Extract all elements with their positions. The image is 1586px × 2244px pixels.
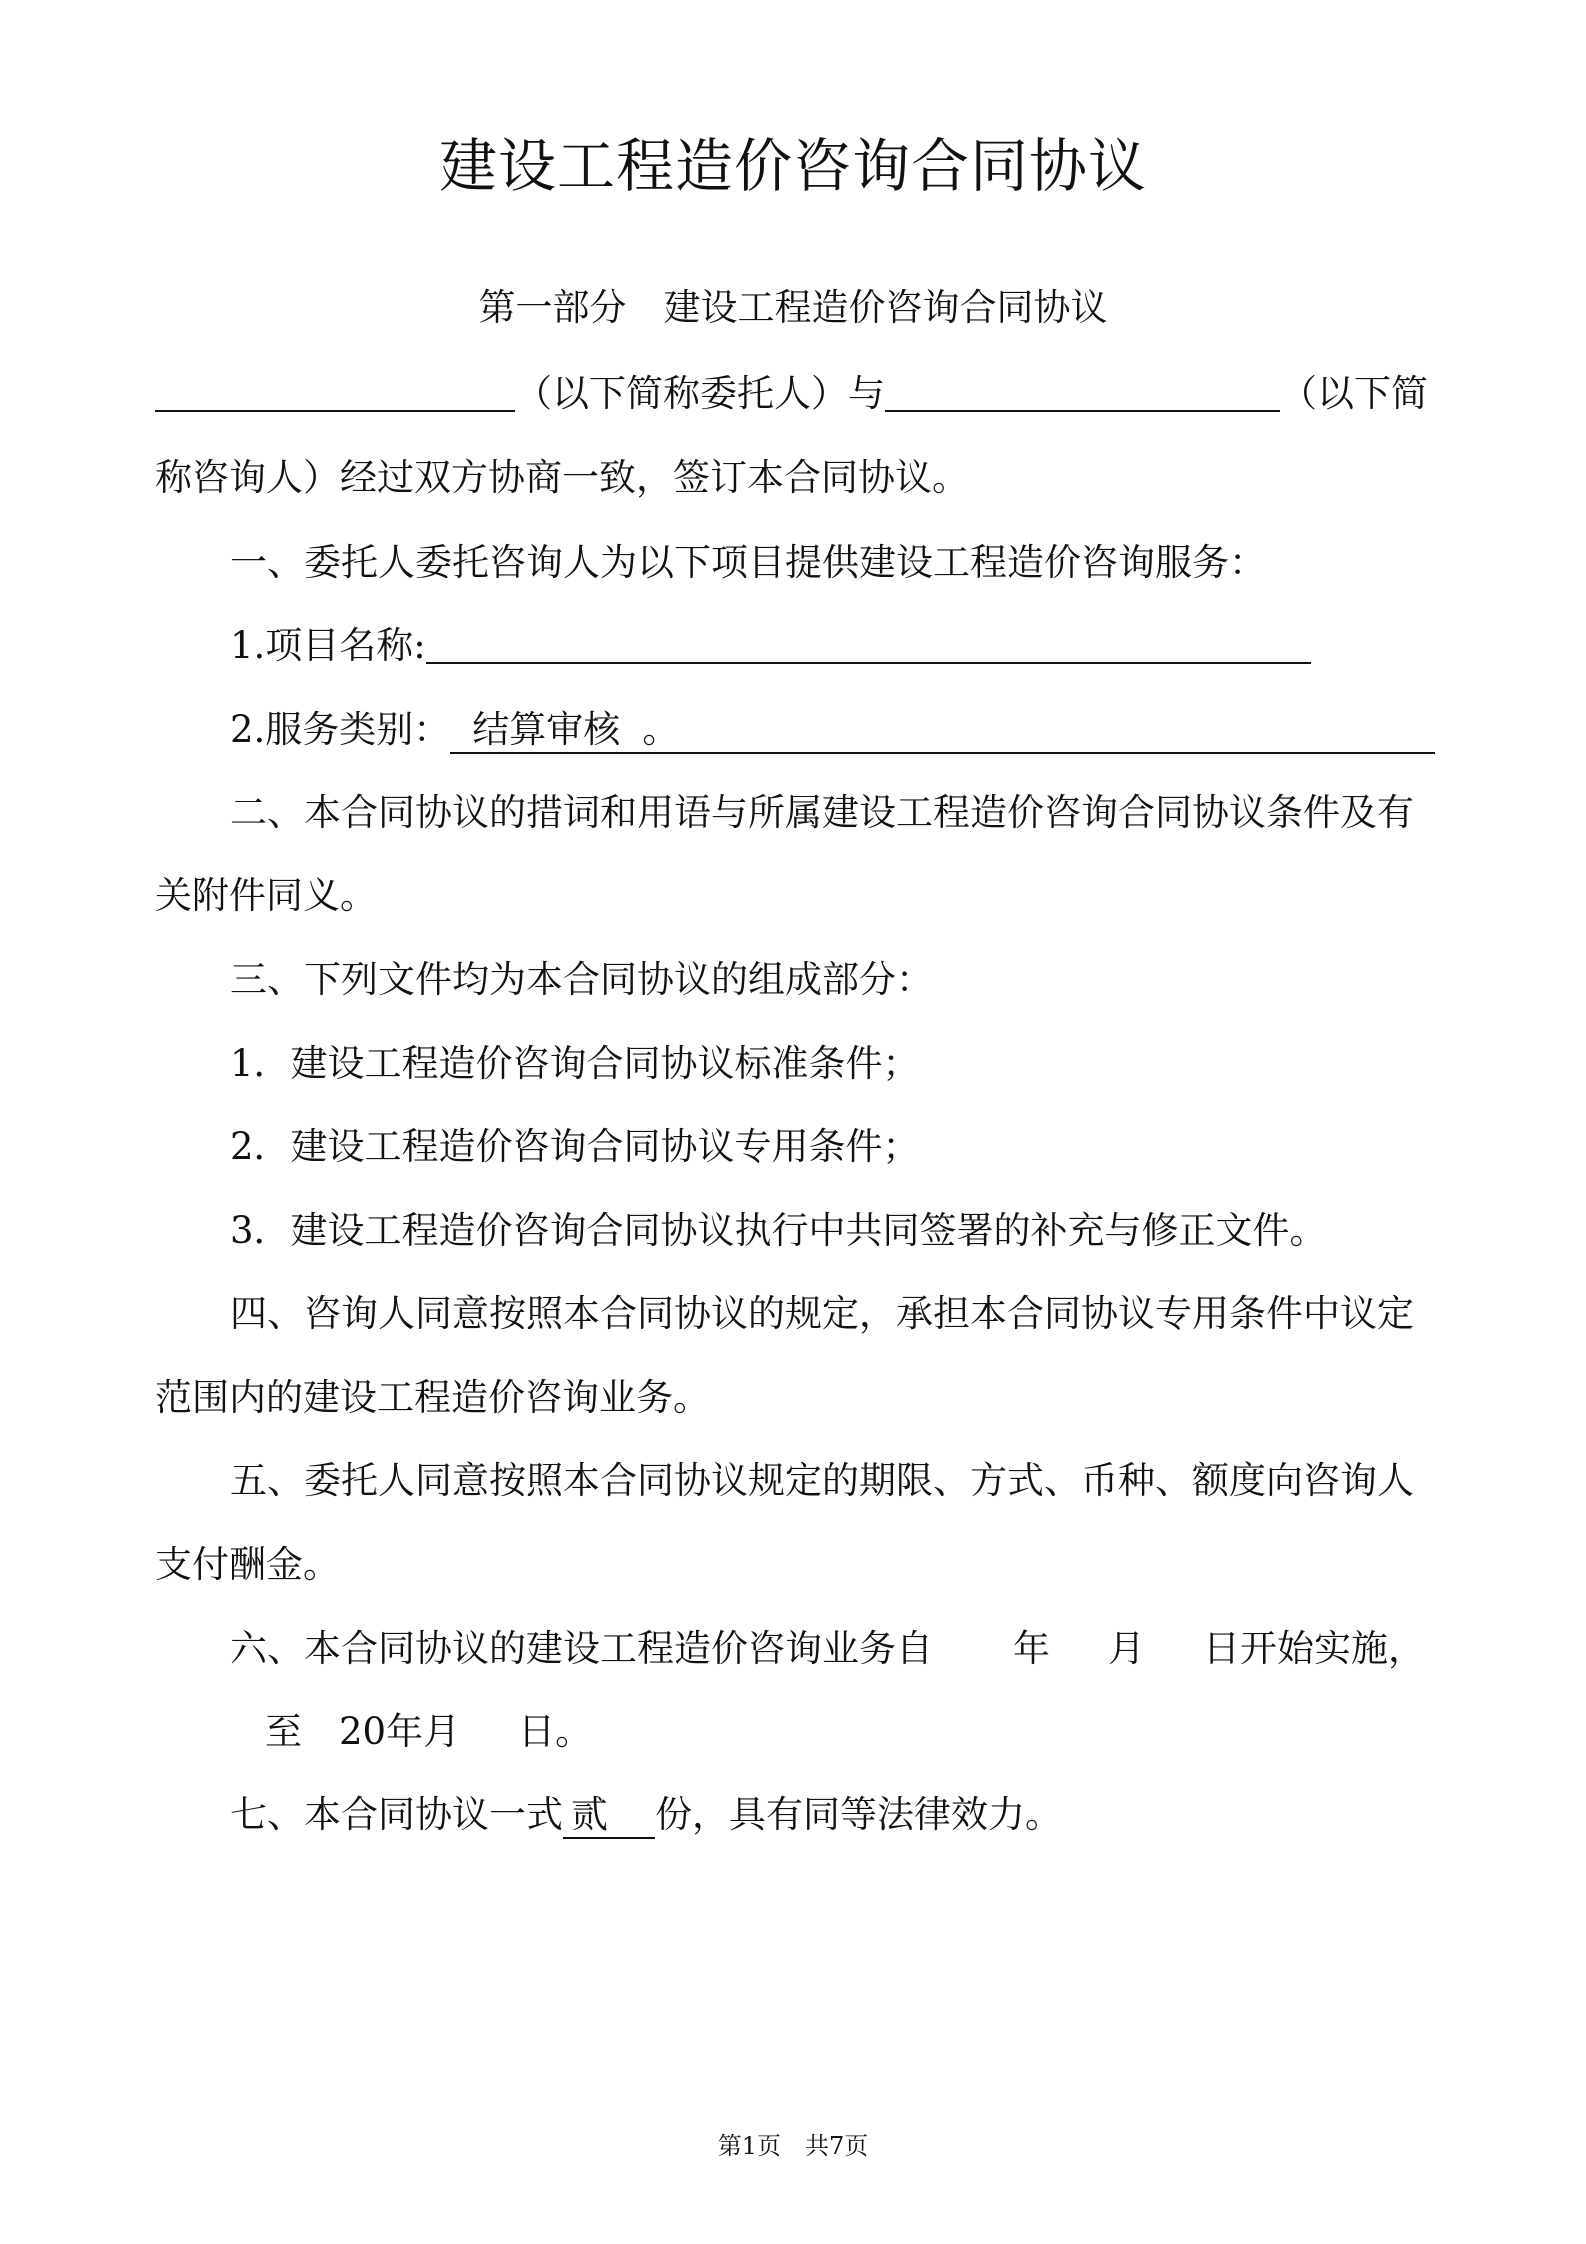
footer-total-pages: 共7页 [805, 2132, 869, 2160]
clause-1-text: 一、委托人委托咨询人为以下项目提供建设工程造价咨询服务： [230, 541, 1266, 584]
clause-6-end-year: 年月 [386, 1710, 461, 1753]
document-title: 建设工程造价咨询合同协议 [438, 132, 1147, 200]
clause-6-year: 年 [1013, 1627, 1050, 1670]
client-suffix: （以下简称委托人）与 [515, 372, 885, 415]
client-name-blank[interactable] [155, 370, 515, 412]
consultant-name-blank[interactable] [885, 370, 1280, 412]
clause-4-line1: 四、咨询人同意按照本合同协议的规定，承担本合同协议专用条件中议定 [230, 1292, 1414, 1335]
clause-2-line1: 二、本合同协议的措词和用语与所属建设工程造价咨询合同协议条件及有 [230, 791, 1414, 834]
service-type-value: 结算审核 [472, 708, 621, 751]
clause-6-end-year-prefix: 20 [339, 1710, 387, 1753]
clause-3-text: 三、下列文件均为本合同协议的组成部分： [230, 958, 933, 1001]
clause-3-item-1: 1．建设工程造价咨询合同协议标准条件； [230, 1042, 920, 1085]
clause-7-prefix: 七、本合同协议一式 [230, 1793, 563, 1836]
parties-continuation: 称咨询人）经过双方协商一致，签订本合同协议。 [155, 456, 969, 499]
clause-6-end-day: 日。 [518, 1710, 593, 1753]
page-footer [0, 2128, 1586, 2164]
clause-6-line1 [230, 1621, 1445, 1677]
clause-6-line2 [265, 1704, 1365, 1760]
service-type-end: 。 [642, 708, 680, 751]
service-type-field[interactable] [450, 708, 1435, 754]
project-name-line [230, 618, 1445, 674]
clause-3-item-2: 2．建设工程造价咨询合同协议专用条件； [230, 1125, 920, 1168]
service-type-label: 2.服务类别： [230, 708, 451, 751]
clause-7-suffix: 份，具有同等法律效力。 [655, 1793, 1062, 1836]
clause-6-month: 月 [1108, 1627, 1145, 1670]
parties-line [155, 366, 1445, 422]
clause-6-to: 至 [265, 1710, 302, 1753]
clause-2-line2: 关附件同义。 [155, 874, 377, 917]
project-name-label: 1.项目名称: [230, 624, 426, 667]
consultant-suffix: （以下简 [1280, 372, 1428, 415]
footer-page-number: 第1页 [717, 2132, 781, 2160]
clause-6-day-start: 日开始实施， [1203, 1627, 1425, 1670]
clause-5-line2: 支付酬金。 [155, 1543, 340, 1586]
clause-3-item-3: 3．建设工程造价咨询合同协议执行中共同签署的补充与修正文件。 [230, 1209, 1327, 1252]
service-type-line [230, 702, 1445, 758]
document-subtitle: 第一部分 建设工程造价咨询合同协议 [478, 286, 1108, 329]
clause-4-line2: 范围内的建设工程造价咨询业务。 [155, 1376, 710, 1419]
clause-7-line [230, 1787, 1445, 1843]
clause-5-line1: 五、委托人同意按照本合同协议规定的期限、方式、币种、额度向咨询人 [230, 1459, 1414, 1502]
clause-6-start-text: 六、本合同协议的建设工程造价咨询业务自 [230, 1627, 933, 1670]
project-name-blank[interactable] [426, 622, 1311, 664]
copies-field[interactable] [563, 1793, 655, 1839]
copies-value: 贰 [571, 1793, 608, 1836]
